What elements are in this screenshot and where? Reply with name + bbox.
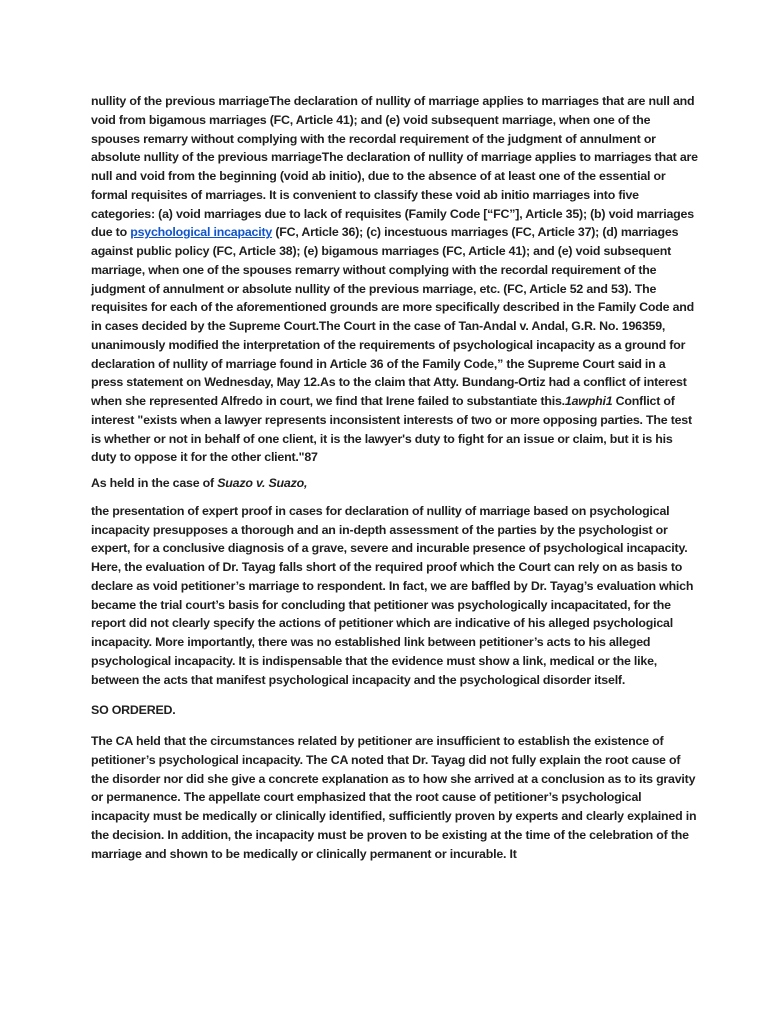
paragraph-1-text-c: Conflict of interest "exists when a lawyer represents inconsistent interests of two or more opposing parties. The test is whether or not in behalf of one client, it is the lawyer's duty to fight for an issue or claim, but it is his duty to oppose it for the other client."87	[91, 394, 692, 465]
paragraph-2	[91, 474, 698, 493]
case-name: Suazo v. Suazo,	[217, 476, 308, 490]
so-ordered: SO ORDERED.	[91, 703, 176, 718]
case-intro-text: As held in the case of	[91, 476, 218, 490]
paragraph-1-text-a: nullity of the previous marriageThe declaration of nullity of marriage applies to marriages that are null and void from bigamous marriages (FC, Article 41); and (e) void subsequent marriage, when one of the spouses remarry without complying with the recordal requirement of the judgment of annulment or absolute nullity of the previous marriageThe declaration of nullity of marriage applies to marriages that are null and void from the beginning (void ab initio), due to the absence of at least one of the essential or formal requisites of marriages. It is convenient to classify these void ab initio marriages into five categories: (a) void marriages due to lack of requisites (Family Code [“FC”], Article 35); (b) void marriages due to	[91, 94, 698, 240]
paragraph-1	[91, 92, 698, 467]
psychological-incapacity-link[interactable]: psychological incapacity	[130, 225, 273, 240]
paragraph-3-quote: the presentation of expert proof in cases for declaration of nullity of marriage based on psychological incapacity presupposes a thorough and an in-depth assessment of the parties by the psychologist or expert, for a conclusive diagnosis of a grave, severe and incurable presence of psychological incapacity. Here, the evaluation of Dr. Tayag falls short of the required proof which the Court can rely on as basis to declare as void petitioner’s marriage to respondent. In fact, we are baffled by Dr. Tayag’s evaluation which became the trial court’s basis for concluding that petitioner was psychologically incapacitated, for the report did not clearly specify the actions of petitioner which are indicative of his alleged psychological incapacity. More importantly, there was no established link between petitioner’s acts to his alleged psychological incapacity. It is indispensable that the evidence must show a link, medical or the like, between the acts that manifest psychological incapacity and the psychological disorder itself.	[91, 503, 694, 687]
paragraph-1-text-b: (FC, Article 36); (c) incestuous marriages (FC, Article 37); (d) marriages against public policy (FC, Article 38); (e) bigamous marriages (FC, Article 41); and (e) void subsequent marriage, when one of the spouses remarry without complying with the recordal requirement of the judgment of annulment or absolute nullity of the previous marriage, etc. (FC, Article 52 and 53). The requisites for each of the aforementioned grounds are more specifically described in the Family Code and in cases decided by the Supreme Court.The Court in the case of Tan-Andal v. Andal, G.R. No. 196359, unanimously modified the interpretation of the requirements of psychological incapacity as a ground for declaration of nullity of marriage found in Article 36 of the Family Code,” the Supreme Court said in a press statement on Wednesday, May 12.As to the claim that Atty. Bundang-Ortiz had a conflict of interest when she represented Alfredo in court, we find that Irene failed to substantiate this.	[91, 225, 695, 408]
paragraph-1-italic-marker: 1awphi1	[564, 394, 613, 408]
paragraph-5: The CA held that the circumstances related by petitioner are insufficient to establish the existence of petitioner’s psychological incapacity. The CA noted that Dr. Tayag did not fully explain the root cause of the disorder nor did she give a concrete explanation as to how she arrived at a conclusion as to its gravity or permanence. The appellate court emphasized that the root cause of petitioner’s psychological incapacity must be medically or clinically identified, sufficiently proven by experts and clearly explained in the decision. In addition, the incapacity must be proven to be existing at the time of the celebration of the marriage and shown to be medically or clinically permanent or incurable. It	[91, 734, 697, 861]
